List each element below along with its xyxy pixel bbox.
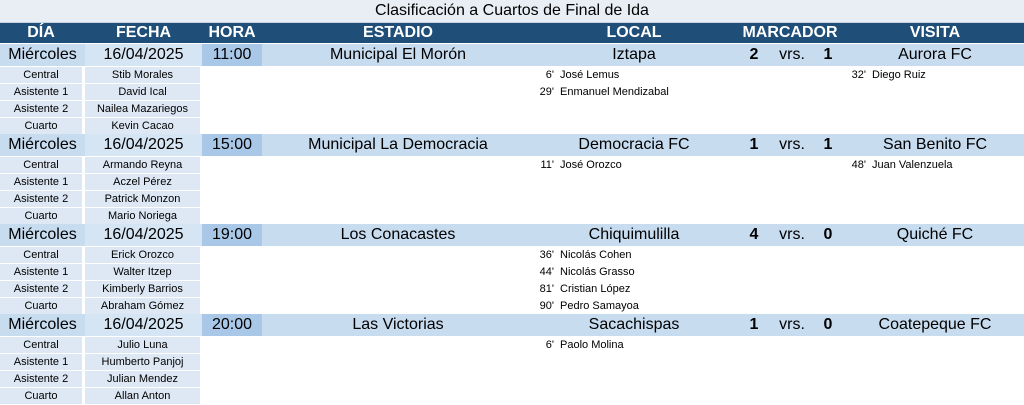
official-name: Stib Morales xyxy=(85,67,200,83)
official-row xyxy=(0,354,200,370)
header-fecha: FECHA xyxy=(115,24,172,41)
official-name: Aczel Pérez xyxy=(85,174,200,190)
goal-entry xyxy=(540,157,622,173)
goal-minute: 32' xyxy=(851,69,866,81)
official-name: Kimberly Barrios xyxy=(85,281,200,297)
goal-player: Nicolás Cohen xyxy=(560,249,632,261)
header-visita: VISITA xyxy=(909,24,961,41)
match-estadio: Municipal El Morón xyxy=(329,46,467,63)
match-score-visita: 0 xyxy=(823,316,833,333)
match-row xyxy=(0,44,1024,66)
goal-player: Enmanuel Mendizabal xyxy=(560,86,669,98)
goal-entry xyxy=(539,298,639,314)
official-role: Central xyxy=(0,67,82,83)
goal-entry xyxy=(545,337,624,353)
official-row xyxy=(0,388,200,404)
match-estadio: Las Victorias xyxy=(352,316,444,333)
match-visita-team: San Benito FC xyxy=(882,136,988,153)
goal-entry xyxy=(851,157,953,173)
official-role: Cuarto xyxy=(0,298,82,314)
match-score-visita: 1 xyxy=(823,46,833,63)
match-hora: 15:00 xyxy=(211,136,253,153)
match-fecha: 16/04/2025 xyxy=(103,136,184,153)
local-goals-list xyxy=(540,157,622,174)
official-row xyxy=(0,191,200,207)
official-row xyxy=(0,247,200,263)
officials-list xyxy=(0,247,200,315)
official-row xyxy=(0,208,200,224)
official-role: Asistente 2 xyxy=(0,371,82,387)
goal-minute: 44' xyxy=(539,266,554,278)
official-name: Armando Reyna xyxy=(85,157,200,173)
header-local: LOCAL xyxy=(606,24,662,41)
match-visita-team: Aurora FC xyxy=(898,46,972,63)
match-estadio: Los Conacastes xyxy=(340,226,456,243)
visita-goals-list xyxy=(851,67,926,84)
official-row xyxy=(0,157,200,173)
goal-player: Paolo Molina xyxy=(560,339,624,351)
match-score-local: 1 xyxy=(749,316,759,333)
match-local-team: Sacachispas xyxy=(588,316,680,333)
match-block xyxy=(0,44,1024,134)
match-score-local: 1 xyxy=(749,136,759,153)
official-name: Erick Orozco xyxy=(85,247,200,263)
official-name: Julian Mendez xyxy=(85,371,200,387)
match-score-local: 2 xyxy=(749,46,759,63)
official-role: Asistente 1 xyxy=(0,264,82,280)
official-role: Asistente 1 xyxy=(0,354,82,370)
local-goals-list xyxy=(545,337,624,354)
official-row xyxy=(0,67,200,83)
header-hora: HORA xyxy=(208,24,256,41)
goal-player: Juan Valenzuela xyxy=(872,159,953,171)
match-local-team: Chiquimulilla xyxy=(588,226,680,243)
official-role: Cuarto xyxy=(0,118,82,134)
column-header-row xyxy=(0,23,1024,43)
local-goals-list xyxy=(539,247,639,315)
official-name: Allan Anton xyxy=(85,388,200,404)
goal-entry xyxy=(539,247,639,263)
goal-entry xyxy=(545,67,669,83)
goal-player: José Lemus xyxy=(560,69,620,81)
official-row xyxy=(0,174,200,190)
officials-list xyxy=(0,67,200,135)
match-row xyxy=(0,134,1024,156)
official-role: Asistente 2 xyxy=(0,101,82,117)
official-role: Asistente 2 xyxy=(0,191,82,207)
match-dia: Miércoles xyxy=(8,136,77,153)
goal-player: José Orozco xyxy=(560,159,622,171)
official-role: Asistente 1 xyxy=(0,84,82,100)
official-row xyxy=(0,298,200,314)
match-block xyxy=(0,224,1024,314)
match-local-team: Democracia FC xyxy=(578,136,690,153)
official-row xyxy=(0,84,200,100)
official-name: Kevin Cacao xyxy=(85,118,200,134)
official-name: Nailea Mazariegos xyxy=(85,101,200,117)
local-goals-list xyxy=(539,67,669,101)
match-dia: Miércoles xyxy=(8,46,77,63)
official-role: Cuarto xyxy=(0,388,82,404)
official-name: Humberto Panjoj xyxy=(85,354,200,370)
match-row xyxy=(0,224,1024,246)
match-vs: vrs. xyxy=(779,226,805,243)
official-name: Patrick Monzon xyxy=(85,191,200,207)
match-block xyxy=(0,134,1024,224)
official-row xyxy=(0,101,200,117)
goal-minute: 36' xyxy=(539,249,554,261)
header-dia: DÍA xyxy=(27,24,55,41)
match-score-visita: 0 xyxy=(823,226,833,243)
match-vs: vrs. xyxy=(779,46,805,63)
officials-list xyxy=(0,337,200,405)
official-name: David Ical xyxy=(85,84,200,100)
goal-minute: 6' xyxy=(545,339,554,351)
sheet-title: Clasificación a Cuartos de Final de Ida xyxy=(0,0,1024,23)
official-role: Central xyxy=(0,157,82,173)
official-role: Asistente 1 xyxy=(0,174,82,190)
official-name: Walter Itzep xyxy=(85,264,200,280)
match-vs: vrs. xyxy=(779,316,805,333)
goal-entry xyxy=(539,264,639,280)
goal-player: Pedro Samayoa xyxy=(560,300,639,312)
official-row xyxy=(0,371,200,387)
header-estadio: ESTADIO xyxy=(363,24,433,41)
official-name: Abraham Gómez xyxy=(85,298,200,314)
goal-minute: 11' xyxy=(540,159,554,171)
match-hora: 11:00 xyxy=(212,46,252,63)
match-row xyxy=(0,314,1024,336)
goal-minute: 81' xyxy=(539,283,554,295)
official-role: Asistente 2 xyxy=(0,281,82,297)
goal-minute: 6' xyxy=(545,69,554,81)
match-dia: Miércoles xyxy=(8,316,77,333)
match-fecha: 16/04/2025 xyxy=(103,46,184,63)
match-estadio: Municipal La Democracia xyxy=(308,136,488,153)
official-row xyxy=(0,264,200,280)
match-block xyxy=(0,314,1024,404)
goal-player: Nicolás Grasso xyxy=(560,266,635,278)
goal-minute: 48' xyxy=(851,159,866,171)
match-dia: Miércoles xyxy=(8,226,77,243)
match-vs: vrs. xyxy=(779,136,805,153)
goal-player: Diego Ruiz xyxy=(872,69,926,81)
official-role: Central xyxy=(0,337,82,353)
match-fecha: 16/04/2025 xyxy=(103,316,184,333)
goal-entry xyxy=(539,281,639,297)
match-local-team: Iztapa xyxy=(612,46,656,63)
goal-entry xyxy=(851,67,926,83)
match-hora: 19:00 xyxy=(211,226,253,243)
official-role: Central xyxy=(0,247,82,263)
match-score-visita: 1 xyxy=(823,136,833,153)
goal-minute: 90' xyxy=(539,300,554,312)
official-row xyxy=(0,337,200,353)
official-row xyxy=(0,118,200,134)
header-marcador: MARCADOR xyxy=(742,24,838,41)
official-name: Mario Noriega xyxy=(85,208,200,224)
goal-minute: 29' xyxy=(539,86,554,98)
official-name: Julio Luna xyxy=(85,337,200,353)
goal-player: Cristian López xyxy=(560,283,631,295)
match-visita-team: Quiché FC xyxy=(896,226,974,243)
officials-list xyxy=(0,157,200,225)
match-hora: 20:00 xyxy=(211,316,253,333)
match-visita-team: Coatepeque FC xyxy=(878,316,992,333)
official-role: Cuarto xyxy=(0,208,82,224)
match-fecha: 16/04/2025 xyxy=(103,226,184,243)
official-row xyxy=(0,281,200,297)
goal-entry xyxy=(539,84,669,100)
visita-goals-list xyxy=(851,157,953,174)
match-score-local: 4 xyxy=(749,226,759,243)
